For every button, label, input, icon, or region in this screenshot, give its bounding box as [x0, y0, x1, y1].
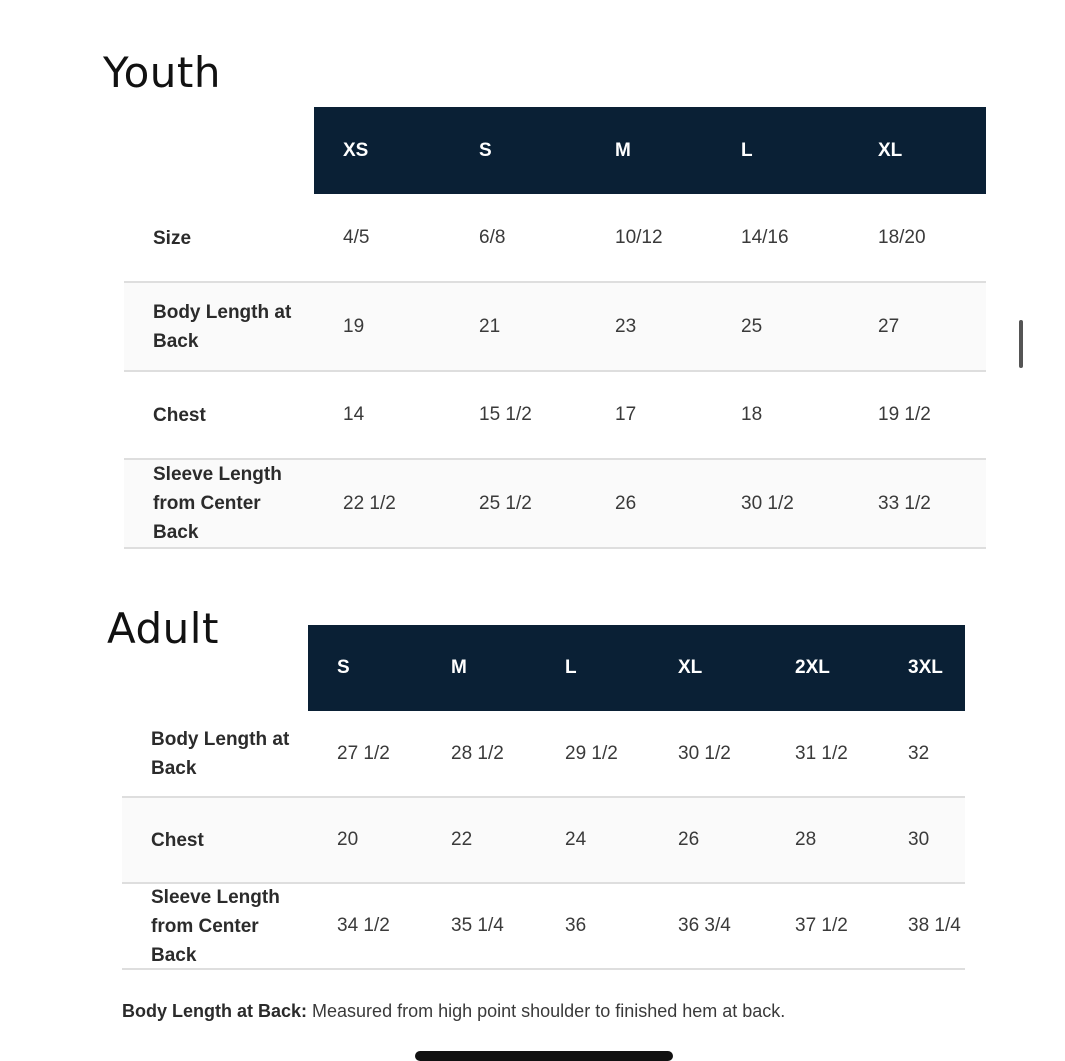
youth-column-header: XL	[878, 139, 903, 161]
table-cell: 25	[741, 315, 763, 337]
row-label: Chest	[151, 829, 204, 851]
adult-table-row	[122, 884, 965, 970]
adult-column-header: 2XL	[795, 657, 830, 678]
table-cell: 19	[343, 315, 365, 337]
table-cell: 28	[795, 829, 817, 850]
table-cell: 32	[908, 742, 930, 764]
table-cell: 23	[615, 315, 637, 337]
adult-table-row	[122, 798, 965, 884]
table-cell: 35 1/4	[451, 915, 504, 936]
table-cell: 26	[615, 492, 637, 514]
table-cell: 28 1/2	[451, 742, 504, 764]
row-label: Body Length at Back	[153, 301, 292, 352]
table-cell: 30	[908, 829, 930, 850]
table-cell: 10/12	[615, 227, 663, 248]
adult-column-header: S	[337, 657, 350, 678]
adult-column-header: L	[565, 657, 577, 678]
table-cell: 22 1/2	[343, 492, 396, 514]
youth-column-header: XS	[343, 139, 369, 161]
home-indicator-bar[interactable]	[415, 1051, 673, 1061]
table-cell: 36 3/4	[678, 915, 731, 936]
table-cell: 26	[678, 829, 700, 850]
table-cell: 22	[451, 829, 473, 850]
table-cell: 27	[878, 315, 900, 337]
row-label: Body Length at Back	[151, 728, 290, 779]
table-cell: 17	[615, 404, 637, 425]
table-cell: 37 1/2	[795, 915, 848, 936]
table-cell: 14	[343, 404, 365, 425]
table-cell: 18/20	[878, 227, 926, 248]
youth-column-header: S	[479, 139, 492, 161]
youth-table-row	[124, 372, 986, 460]
table-cell: 21	[479, 315, 501, 337]
table-cell: 30 1/2	[741, 492, 794, 514]
table-cell: 38 1/4	[908, 915, 961, 936]
scroll-indicator[interactable]	[1019, 320, 1023, 368]
youth-table-row	[124, 195, 986, 283]
table-cell: 24	[565, 829, 587, 850]
table-cell: 4/5	[343, 227, 370, 248]
youth-section-title: Youth	[103, 48, 221, 97]
adult-table-row	[122, 711, 965, 798]
table-cell: 14/16	[741, 227, 789, 248]
footnote-text: Measured from high point shoulder to finished hem at back.	[307, 1001, 786, 1021]
youth-column-header: L	[741, 139, 753, 161]
table-cell: 6/8	[479, 227, 506, 248]
adult-column-header: M	[451, 657, 467, 678]
row-label: Sleeve Length from Center Back	[153, 464, 282, 543]
table-cell: 18	[741, 404, 763, 425]
table-cell: 15 1/2	[479, 404, 532, 425]
table-cell: 33 1/2	[878, 492, 931, 514]
youth-table-row	[124, 460, 986, 549]
adult-section-title: Adult	[107, 604, 219, 653]
table-cell: 30 1/2	[678, 742, 731, 764]
footnote-term: Body Length at Back:	[122, 1001, 308, 1021]
table-cell: 36	[565, 915, 587, 936]
table-cell: 25 1/2	[479, 492, 532, 514]
youth-column-header: M	[615, 139, 631, 161]
table-cell: 31 1/2	[795, 742, 848, 764]
adult-column-header: 3XL	[908, 657, 943, 678]
footnote	[122, 1001, 785, 1022]
table-cell: 34 1/2	[337, 915, 390, 936]
table-cell: 19 1/2	[878, 404, 931, 425]
row-label: Size	[153, 227, 192, 249]
youth-table-header	[314, 107, 986, 194]
row-label: Sleeve Length from Center Back	[151, 886, 280, 966]
table-cell: 29 1/2	[565, 742, 618, 764]
adult-table-header	[308, 625, 965, 711]
adult-column-header: XL	[678, 657, 703, 678]
row-label: Chest	[153, 404, 206, 426]
youth-table-row	[124, 283, 986, 372]
table-cell: 27 1/2	[337, 742, 390, 764]
table-cell: 20	[337, 829, 359, 850]
